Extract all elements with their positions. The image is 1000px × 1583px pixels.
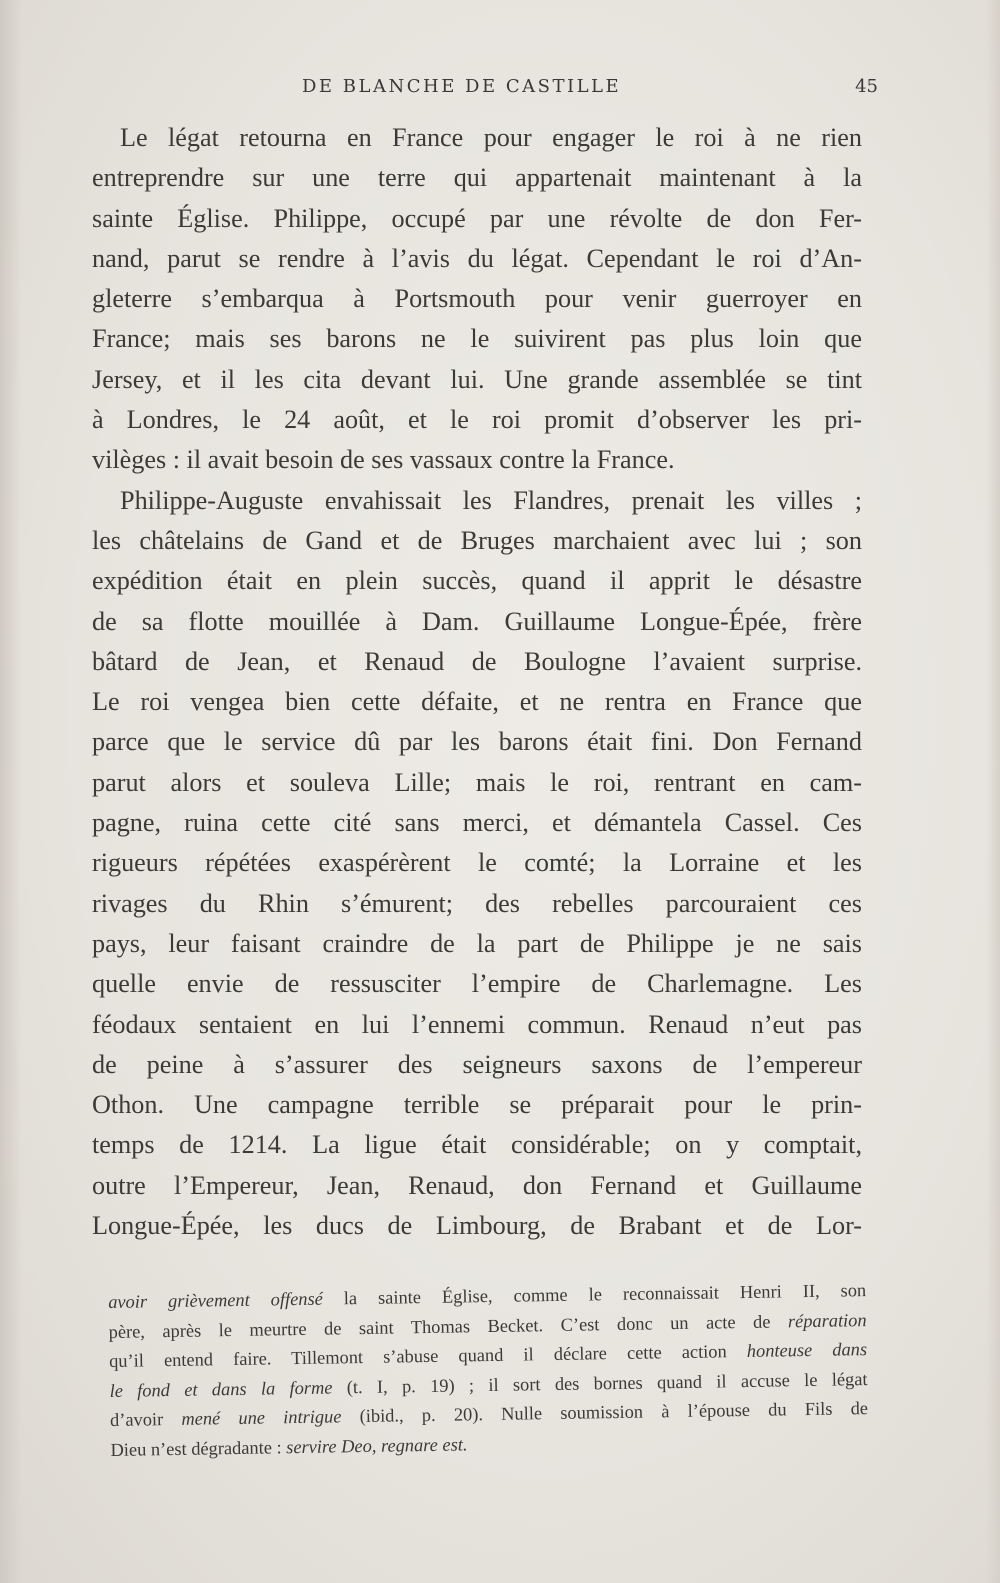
text-line: entreprendre sur une terre qui appartenait maintenant à la <box>92 163 862 193</box>
footnote-italic: réparation <box>787 1309 867 1331</box>
text-line: pagne, ruina cette cité sans merci, et démantela Cassel. Ces <box>92 808 862 838</box>
text-line: parut alors et souleva Lille; mais le roi, rentrant en cam- <box>92 767 862 797</box>
text-line: expédition était en plein succès, quand il apprit le désastre <box>92 566 862 596</box>
footnote-text: (ibid., p. 20). Nulle soumission à l’épouse du Fils de <box>341 1398 869 1427</box>
running-head <box>96 72 878 102</box>
footnote-text: (t. I, p. 19) ; il sort des bornes quand il accuse le légat <box>332 1368 868 1397</box>
text-line: quelle envie de ressusciter l’empire de Charlemagne. Les <box>92 969 862 999</box>
footnote <box>108 1276 869 1465</box>
footnote-italic: mené une intrigue <box>181 1406 342 1429</box>
text-line: rigueurs répétées exaspérèrent le comté; la Lorraine et les <box>92 848 862 878</box>
running-title: DE BLANCHE DE CASTILLE <box>302 76 622 97</box>
gutter-shadow <box>0 0 22 1583</box>
text-line: Jersey, et il les cita devant lui. Une grande assemblée se tint <box>92 364 862 394</box>
text-line: nand, parut se rendre à l’avis du légat. Cependant le roi d’An- <box>92 243 862 273</box>
text-line: Le roi vengea bien cette défaite, et ne rentra en France que <box>92 687 862 717</box>
text-line: les châtelains de Gand et de Bruges marchaient avec lui ; son <box>92 525 862 555</box>
footnote-italic: le fond et dans la forme <box>109 1376 333 1401</box>
text-line: de sa flotte mouillée à Dam. Guillaume Longue-Épée, frère <box>92 606 862 636</box>
text-line: vilèges : il avait besoin de ses vassaux contre la France. <box>92 445 675 475</box>
body-text <box>92 118 862 1246</box>
text-line: Longue-Épée, les ducs de Limbourg, de Brabant et de Lor- <box>92 1211 862 1241</box>
footnote-text: père, après le meurtre de saint Thomas Becket. C’est donc un acte de <box>108 1310 789 1342</box>
footnote-italic: honteuse dans <box>746 1339 868 1361</box>
text-line: parce que le service dû par les barons était fini. Don Fernand <box>92 727 862 757</box>
text-line: France; mais ses barons ne le suivirent pas plus loin que <box>92 324 862 354</box>
text-line: outre l’Empereur, Jean, Renaud, don Fernand et Guillaume <box>92 1170 862 1200</box>
page-number: 45 <box>855 76 878 97</box>
footnote-italic: servire Deo, regnare est. <box>286 1433 468 1457</box>
text-line: Othon. Une campagne terrible se préparait pour le prin- <box>92 1090 862 1120</box>
text-line: pays, leur faisant craindre de la part de Philippe je ne sais <box>92 928 862 958</box>
footnote-text: qu’il entend faire. Tillemont s’abuse quand il déclare cette action <box>108 1340 747 1371</box>
page-edge-shadow <box>986 0 1000 1583</box>
text-line: gleterre s’embarqua à Portsmouth pour venir guerroyer en <box>92 284 862 314</box>
text-line: de peine à s’assurer des seigneurs saxons de l’empereur <box>92 1049 862 1079</box>
footnote-text: Dieu n’est dégradante : <box>110 1436 287 1460</box>
text-line: Philippe-Auguste envahissait les Flandres, prenait les villes ; <box>120 485 862 515</box>
text-line: sainte Église. Philippe, occupé par une révolte de don Fer- <box>92 203 862 233</box>
text-line: bâtard de Jean, et Renaud de Boulogne l’avaient surprise. <box>92 646 862 676</box>
footnote-italic: avoir grièvement offensé <box>108 1288 323 1312</box>
text-line: féodaux sentaient en lui l’ennemi commun. Renaud n’eut pas <box>92 1009 862 1039</box>
text-line: Le légat retourna en France pour engager le roi à ne rien <box>120 123 862 152</box>
text-line: temps de 1214. La ligue était considérable; on y comptait, <box>92 1130 862 1160</box>
footnote-text: la sainte Église, comme le reconnaissait Henri II, son <box>322 1280 867 1309</box>
text-line: rivages du Rhin s’émurent; des rebelles parcouraient ces <box>92 888 862 918</box>
text-line: à Londres, le 24 août, et le roi promit d’observer les pri- <box>92 405 862 435</box>
footnote-text: d’avoir <box>109 1408 182 1430</box>
